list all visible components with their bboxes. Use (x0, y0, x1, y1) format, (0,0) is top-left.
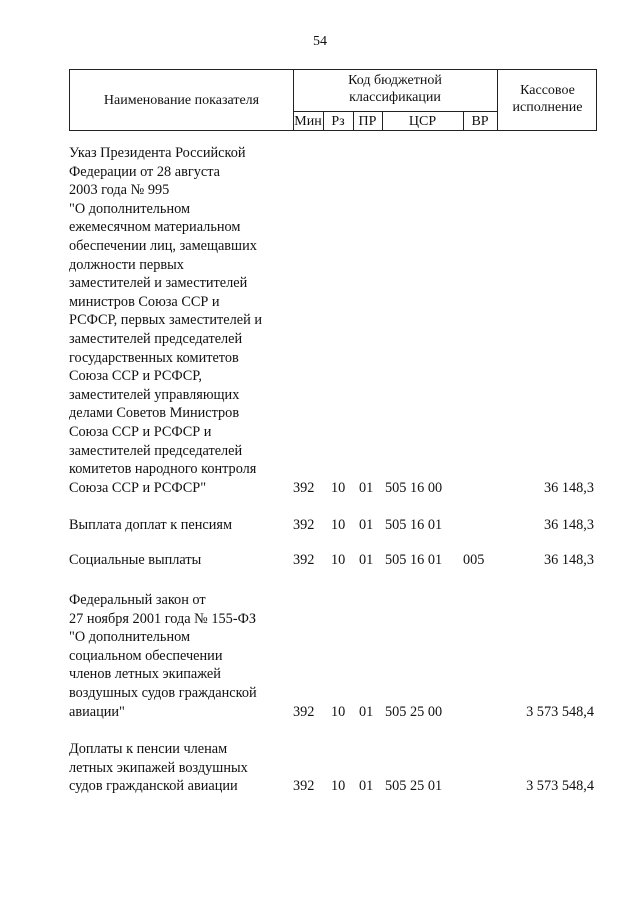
row-min: 392 (293, 480, 315, 496)
row-rz: 10 (331, 704, 346, 720)
row-csr: 505 25 01 (385, 778, 443, 794)
header-code-group: Код бюджетной классификации (348, 73, 442, 105)
header-pr: ПР (358, 114, 377, 129)
header-amount: Кассовое исполнение (512, 83, 583, 115)
header-min: Мин (294, 114, 322, 129)
row-min: 392 (293, 704, 315, 720)
row-rz: 10 (331, 552, 346, 568)
table-header (69, 69, 597, 131)
row-amount: 36 148,3 (543, 552, 594, 568)
row-rz: 10 (331, 517, 346, 533)
header-rz: Рз (331, 114, 345, 129)
row-rz: 10 (331, 778, 346, 794)
row-vr: 005 (463, 552, 485, 568)
header-name: Наименование показателя (103, 93, 260, 108)
row-pr: 01 (359, 778, 374, 794)
row-amount: 36 148,3 (543, 480, 594, 496)
row-csr: 505 25 00 (385, 704, 443, 720)
row-name: Федеральный закон от 27 ноября 2001 года № 155-ФЗ "О дополнительном социальном обеспечении членов летных экипажей воздушных судов гражданской авиации" (69, 592, 257, 720)
row-min: 392 (293, 552, 315, 568)
row-csr: 505 16 01 (385, 552, 443, 568)
row-amount: 36 148,3 (543, 517, 594, 533)
row-rz: 10 (331, 480, 346, 496)
row-csr: 505 16 00 (385, 480, 443, 496)
row-name: Доплаты к пенсии членам летных экипажей воздушных судов гражданской авиации (69, 741, 248, 795)
row-pr: 01 (359, 517, 374, 533)
page-number: 54 (313, 34, 327, 49)
row-pr: 01 (359, 480, 374, 496)
row-csr: 505 16 01 (385, 517, 443, 533)
row-name: Указ Президента Российской Федерации от 28 августа 2003 года № 995 "О дополнительном ежемесячном материальном обеспечении лиц, замещавших должности первых заместителей и заместителей министров Союза ССР и РСФСР, первых заместителей и заместителей председателей государственных комитетов Союза ССР и РСФСР, заместителей управляющих делами Советов Министров Союза ССР и РСФСР и заместителей председателей комитетов народного контроля Союза ССР и РСФСР" (69, 145, 262, 496)
row-pr: 01 (359, 552, 374, 568)
row-min: 392 (293, 778, 315, 794)
header-csr: ЦСР (408, 114, 437, 129)
row-pr: 01 (359, 704, 374, 720)
row-amount: 3 573 548,4 (526, 778, 594, 794)
row-min: 392 (293, 517, 315, 533)
row-name: Социальные выплаты (69, 552, 202, 568)
header-vr: ВР (471, 114, 489, 129)
row-amount: 3 573 548,4 (526, 704, 594, 720)
row-name: Выплата доплат к пенсиям (69, 517, 233, 533)
